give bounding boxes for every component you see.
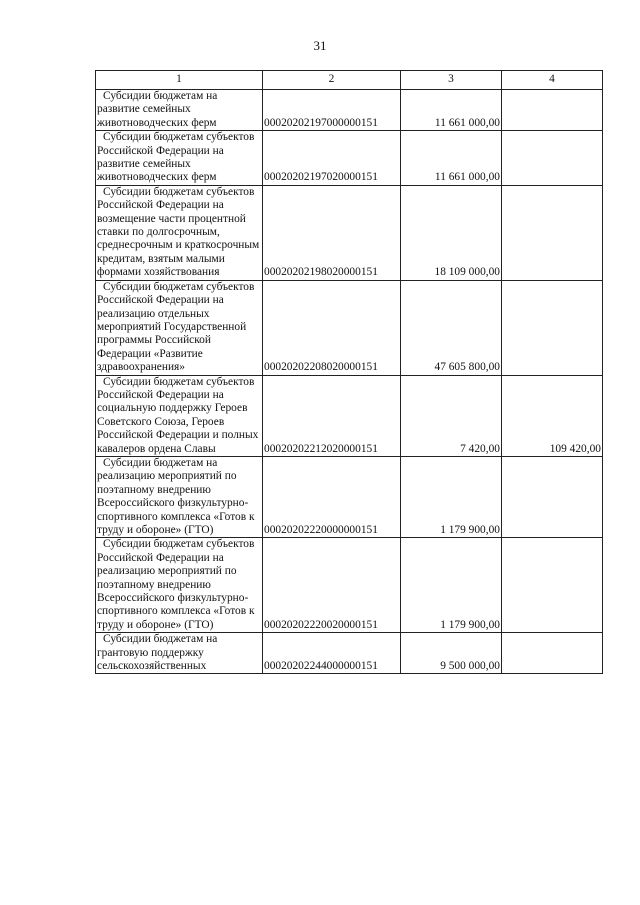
row-code: 00020202197020000151 xyxy=(263,131,401,186)
row-description-text: Субсидии бюджетам субъектов Российской Федерации на развитие семейных животноводческих ферм xyxy=(97,131,255,184)
row-code: 00020202198020000151 xyxy=(263,185,401,280)
page-number: 31 xyxy=(313,38,327,53)
row-description-text: Субсидии бюджетам на реализацию мероприятий по поэтапному внедрению Всероссийского физкультурно-спортивного комплекса «Готов к труду и обороне» (ГТО) xyxy=(97,456,255,536)
row-extra-amount xyxy=(502,538,603,633)
table-row xyxy=(96,185,603,280)
row-description xyxy=(96,280,263,375)
column-header-2: 2 xyxy=(263,71,401,90)
row-description xyxy=(96,456,263,537)
row-amount: 11 661 000,00 xyxy=(401,90,502,131)
row-extra-amount xyxy=(502,633,603,674)
table-row xyxy=(96,456,603,537)
row-description xyxy=(96,90,263,131)
row-amount: 9 500 000,00 xyxy=(401,633,502,674)
row-amount: 7 420,00 xyxy=(401,375,502,456)
row-description-text: Субсидии бюджетам субъектов Российской Федерации на социальную поддержку Героев Советского Союза, Героев Российской Федерации и полных кавалеров ордена Славы xyxy=(97,375,259,455)
table-header-row xyxy=(96,71,603,90)
row-description xyxy=(96,131,263,186)
row-description-text: Субсидии бюджетам субъектов Российской Федерации на реализацию мероприятий по поэтапному внедрению Всероссийского физкультурно-спортивного комплекса «Готов к труду и обороне» (ГТО) xyxy=(97,538,255,631)
column-header-3: 3 xyxy=(401,71,502,90)
row-extra-amount xyxy=(502,456,603,537)
row-description xyxy=(96,633,263,674)
row-amount: 47 605 800,00 xyxy=(401,280,502,375)
row-code: 00020202244000000151 xyxy=(263,633,401,674)
row-amount: 1 179 900,00 xyxy=(401,538,502,633)
row-code: 00020202208020000151 xyxy=(263,280,401,375)
row-extra-amount: 109 420,00 xyxy=(502,375,603,456)
row-amount: 11 661 000,00 xyxy=(401,131,502,186)
row-amount: 1 179 900,00 xyxy=(401,456,502,537)
table-row xyxy=(96,280,603,375)
table-row xyxy=(96,375,603,456)
row-description xyxy=(96,375,263,456)
budget-table xyxy=(95,70,603,674)
table-row xyxy=(96,90,603,131)
row-extra-amount xyxy=(502,280,603,375)
row-code: 00020202212020000151 xyxy=(263,375,401,456)
column-header-4: 4 xyxy=(502,71,603,90)
row-extra-amount xyxy=(502,185,603,280)
row-description-text: Субсидии бюджетам субъектов Российской Федерации на возмещение части процентной ставки по долгосрочным, среднесрочным и краткосрочным кредитам, взятым малыми формами хозяйствования xyxy=(97,185,260,279)
row-code: 00020202220020000151 xyxy=(263,538,401,633)
row-description xyxy=(96,538,263,633)
table-row xyxy=(96,538,603,633)
row-code: 00020202220000000151 xyxy=(263,456,401,537)
row-description-text: Субсидии бюджетам на развитие семейных животноводческих ферм xyxy=(97,90,218,129)
row-extra-amount xyxy=(502,131,603,186)
row-description-text: Субсидии бюджетам субъектов Российской Федерации на реализацию отдельных мероприятий Государственной программы Российской Федерации «Развитие здравоохранения» xyxy=(97,280,255,374)
row-description-text: Субсидии бюджетам на грантовую поддержку сельскохозяйственных xyxy=(97,633,218,673)
row-description xyxy=(96,185,263,280)
row-code: 00020202197000000151 xyxy=(263,90,401,131)
table-row xyxy=(96,633,603,674)
column-header-1: 1 xyxy=(96,71,263,90)
table-row xyxy=(96,131,603,186)
row-amount: 18 109 000,00 xyxy=(401,185,502,280)
budget-table-body xyxy=(96,71,603,674)
row-extra-amount xyxy=(502,90,603,131)
